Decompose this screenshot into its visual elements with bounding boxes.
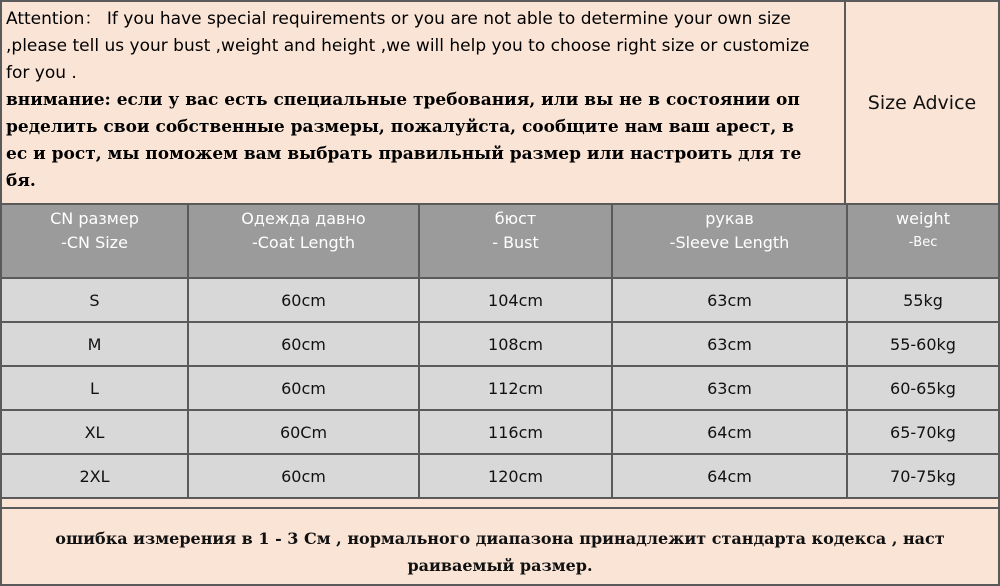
cell-coat-length: 60cm [188, 278, 419, 322]
header-cn-size-ru: CN размер [50, 209, 139, 228]
notice-en-line-1: Attention： If you have special requirements or you are not able to determine your own size [6, 9, 791, 29]
cell-coat-length: 60Cm [188, 410, 419, 454]
header-coat-length [188, 205, 419, 278]
cell-size: XL [2, 410, 188, 454]
cell-bust: 104cm [419, 278, 612, 322]
header-bust-en: - Bust [492, 233, 539, 252]
cell-coat-length: 60cm [188, 322, 419, 366]
table-header-row [2, 205, 998, 278]
cell-coat-length: 60cm [188, 366, 419, 410]
notice-ru-line-3: ес и рост, мы поможем вам выбрать правильный размер или настроить для те [6, 144, 802, 164]
cell-sleeve-length: 64cm [612, 410, 847, 454]
cell-size: 2XL [2, 454, 188, 498]
cell-sleeve-length: 64cm [612, 454, 847, 498]
cell-size: L [2, 366, 188, 410]
cell-sleeve-length: 63cm [612, 278, 847, 322]
table-row [2, 278, 998, 322]
cell-bust: 116cm [419, 410, 612, 454]
header-weight-ru: -Вес [908, 235, 938, 250]
measurement-note [2, 507, 998, 586]
header-coat-length-ru: Одежда давно [241, 209, 366, 228]
notice-ru-line-1: внимание: если у вас есть специальные требования, или вы не в состоянии оп [6, 90, 800, 110]
table-row [2, 454, 998, 498]
notice-ru-line-2: ределить свои собственные размеры, пожалуйста, сообщите нам ваш арест, в [6, 117, 794, 137]
header-sleeve-length-en: -Sleeve Length [669, 233, 790, 252]
table-row [2, 410, 998, 454]
cell-weight: 55kg [847, 278, 998, 322]
cell-size: S [2, 278, 188, 322]
cell-bust: 108cm [419, 322, 612, 366]
cell-weight: 70-75kg [847, 454, 998, 498]
cell-coat-length: 60cm [188, 454, 419, 498]
notice-ru-line-4: бя. [6, 171, 36, 191]
cell-bust: 120cm [419, 454, 612, 498]
table-row [2, 322, 998, 366]
header-cn-size [2, 205, 188, 278]
attention-notice [2, 2, 846, 203]
measurement-note-line-1: ошибка измерения в 1 - 3 См , нормального диапазона принадлежит стандарта кодекса , наст [55, 529, 945, 548]
size-advice-label: Size Advice [867, 91, 977, 114]
header-bust [419, 205, 612, 278]
cell-weight: 60-65kg [847, 366, 998, 410]
header-sleeve-length [612, 205, 847, 278]
size-table [2, 205, 998, 499]
cell-bust: 112cm [419, 366, 612, 410]
cell-sleeve-length: 63cm [612, 366, 847, 410]
header-sleeve-length-ru: рукав [705, 209, 754, 228]
header-weight-en: weight [896, 209, 950, 228]
header-cn-size-en: -CN Size [61, 233, 128, 252]
measurement-note-line-2: раиваемый размер. [407, 556, 593, 575]
table-row [2, 366, 998, 410]
cell-weight: 65-70kg [847, 410, 998, 454]
cell-weight: 55-60kg [847, 322, 998, 366]
header-weight [847, 205, 998, 278]
cell-sleeve-length: 63cm [612, 322, 847, 366]
header-section [2, 2, 998, 205]
header-bust-ru: бюст [494, 209, 537, 228]
header-coat-length-en: -Coat Length [251, 233, 356, 252]
notice-en-line-2: ,please tell us your bust ,weight and height ,we will help you to choose right size or customize [6, 36, 810, 56]
cell-size: M [2, 322, 188, 366]
notice-en-line-3: for you . [6, 63, 77, 83]
